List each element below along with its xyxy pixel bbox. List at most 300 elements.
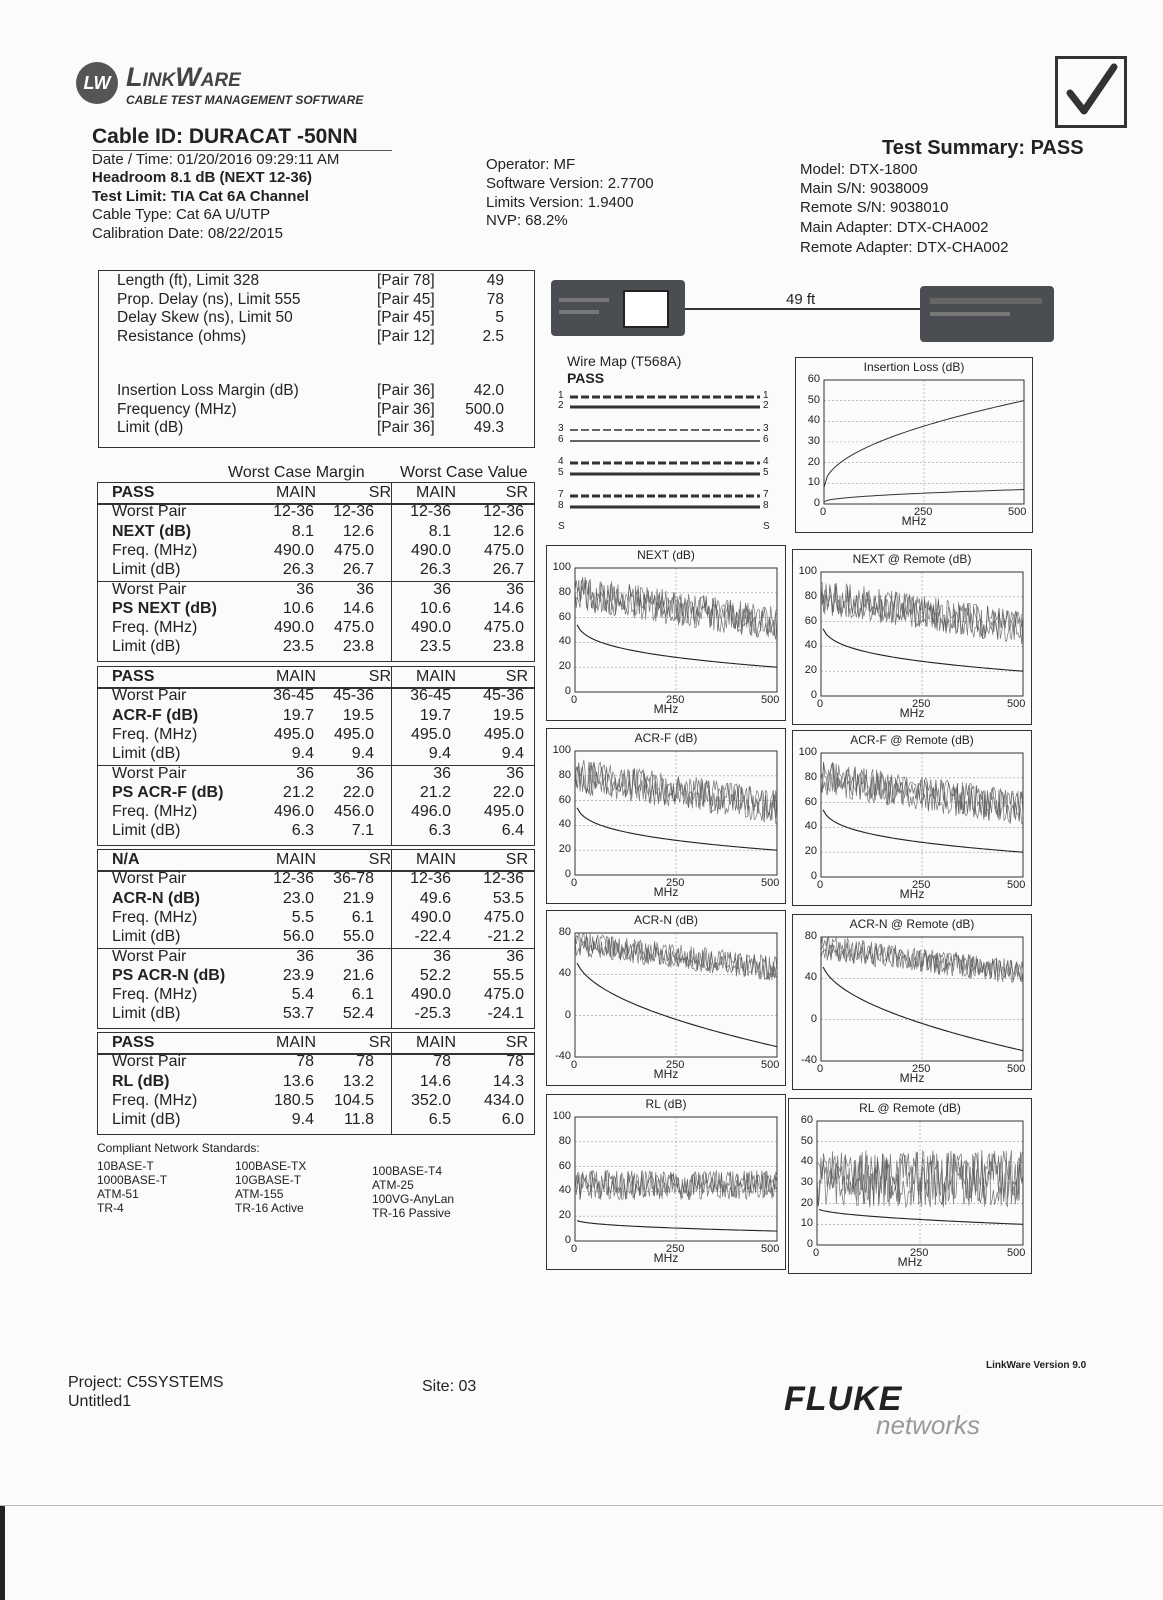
date-time: Date / Time: 01/20/2016 09:29:11 AM (92, 151, 340, 168)
table-row-label: Worst Pair (112, 870, 187, 888)
software-version: Software Version: 2.7700 (486, 175, 654, 192)
table-row-label: Freq. (MHz) (112, 725, 198, 743)
table-cell: 23.5 (282, 638, 314, 656)
wiremap-pin-left: 4 (558, 456, 564, 467)
table-row-label: ACR-F (dB) (112, 706, 199, 724)
length-row-label: Resistance (ohms) (117, 327, 247, 345)
table-cell: 19.7 (282, 706, 314, 724)
graph-5 (546, 910, 786, 1086)
table-col-header: SR (368, 851, 391, 868)
graph-ytick: 100 (552, 561, 571, 573)
table-cell: 14.6 (419, 1072, 451, 1090)
length-summary-box (98, 270, 535, 448)
table-cell: 36 (296, 764, 314, 782)
result-table (97, 482, 535, 662)
graph-xtick: 500 (1007, 1063, 1026, 1075)
table-row-label: Limit (dB) (112, 928, 181, 946)
graph-xlabel: MHz (899, 887, 925, 901)
table-cell: 22.0 (492, 783, 524, 801)
length-row-pair: [Pair 45] (377, 309, 435, 326)
table-row-label: Worst Pair (112, 947, 187, 965)
table-row-label: Worst Pair (112, 764, 187, 782)
checkmark-icon (1058, 59, 1124, 125)
table-cell: 104.5 (333, 1091, 374, 1109)
wiremap-pin-right: 4 (763, 456, 769, 467)
table-row-label: Limit (dB) (112, 638, 181, 656)
length-row-pair: [Pair 12] (377, 327, 435, 345)
table-cell: 21.2 (419, 783, 451, 801)
wiremap-title: Wire Map (T568A) (567, 353, 682, 369)
table-cell: 11.8 (344, 1111, 374, 1129)
graph-xtick: 500 (1007, 698, 1026, 710)
table-cell: 36 (433, 764, 451, 782)
graph-xtick: 500 (761, 877, 780, 889)
length-row-pair: [Pair 36] (377, 400, 435, 418)
graph-ytick: 60 (804, 795, 817, 808)
graph-ytick: 20 (558, 1209, 571, 1222)
graph-ytick: 60 (800, 1114, 813, 1126)
graph-ytick: 60 (558, 793, 571, 806)
graph-ytick: 60 (558, 1159, 571, 1172)
graph-title: NEXT (dB) (637, 548, 695, 562)
graph-ytick: 80 (804, 930, 817, 942)
graph-ytick: 40 (558, 635, 571, 648)
table-row-label: Freq. (MHz) (112, 541, 198, 559)
wiremap-pin-right: 3 (763, 423, 769, 434)
table-cell: 36 (506, 947, 524, 965)
table-col-header: MAIN (416, 668, 456, 685)
worst-case-value-header: Worst Case Value (400, 464, 528, 481)
graph-xlabel: MHz (901, 514, 927, 528)
table-row-label: PS ACR-N (dB) (112, 966, 226, 984)
graph-ytick: 10 (800, 1217, 813, 1230)
graph-ytick: 100 (552, 1110, 571, 1122)
wiremap-pin-left: 7 (558, 489, 564, 500)
graph-ytick: 0 (564, 1234, 571, 1246)
headroom: Headroom 8.1 dB (NEXT 12-36) (92, 169, 313, 186)
table-row-label: Limit (dB) (112, 561, 181, 579)
standard-item: 10BASE-T (97, 1159, 154, 1173)
graph-ytick: 40 (807, 414, 820, 427)
table-cell: 8.1 (428, 522, 451, 540)
table-cell: -22.4 (414, 928, 451, 946)
main-adapter: Main Adapter: DTX-CHA002 (800, 219, 989, 236)
length-row-label: Limit (dB) (117, 419, 184, 436)
table-cell: 6.5 (428, 1111, 451, 1129)
graph-ytick: 80 (558, 768, 571, 781)
wiremap-pin-right: 6 (763, 434, 769, 445)
table-row-label: Worst Pair (112, 1053, 187, 1071)
table-col-header: SR (505, 668, 528, 685)
remote-sn: Remote S/N: 9038010 (800, 199, 949, 216)
table-row-label: RL (dB) (112, 1072, 170, 1090)
length-row-pair: [Pair 45] (377, 290, 435, 308)
length-row-value: 49 (486, 272, 504, 289)
graph-ytick: 100 (798, 746, 817, 758)
table-cell: 490.0 (410, 541, 451, 559)
graph-xtick: 250 (666, 1059, 685, 1071)
graph-title: Insertion Loss (dB) (863, 360, 965, 374)
table-cell: 45-36 (333, 687, 374, 705)
graph-xtick: 0 (571, 877, 578, 889)
table-cell: 475.0 (483, 986, 524, 1004)
length-row-value: 78 (486, 290, 504, 308)
wiremap-pin-right: 5 (763, 467, 769, 478)
table-cell: 10.6 (282, 599, 314, 617)
wiremap-wire (570, 493, 760, 499)
graph-title: RL @ Remote (dB) (859, 1101, 961, 1115)
table-cell: 495.0 (483, 725, 524, 743)
table-col-header: MAIN (276, 851, 316, 868)
table-cell: 495.0 (410, 725, 451, 743)
table-col-header: SR (505, 1034, 528, 1051)
table-cell: 19.5 (492, 706, 524, 724)
table-cell: 6.1 (351, 908, 374, 926)
table-cell: 78 (433, 1053, 451, 1071)
graph-xtick: 500 (1007, 879, 1026, 891)
test-limit: Test Limit: TIA Cat 6A Channel (92, 188, 309, 205)
table-cell: 26.7 (492, 561, 524, 579)
graph-ytick: 80 (804, 589, 817, 602)
table-row-label: PS ACR-F (dB) (112, 783, 224, 801)
table-col-header: SR (505, 484, 528, 501)
table-row-label: Limit (dB) (112, 745, 181, 763)
graph-title: ACR-F (dB) (634, 731, 698, 745)
table-cell: 23.5 (419, 638, 451, 656)
graph-xlabel: MHz (897, 1255, 923, 1269)
wiremap-pin-right: 2 (763, 400, 769, 411)
standards-title: Compliant Network Standards: (97, 1141, 260, 1155)
graph-ytick: 0 (810, 870, 817, 882)
graph-xtick: 250 (666, 694, 685, 706)
table-cell: 14.6 (492, 599, 524, 617)
table-row-label: NEXT (dB) (112, 522, 192, 540)
wiremap-pin-left: 8 (558, 500, 564, 511)
table-col-header: MAIN (276, 668, 316, 685)
graph-title: ACR-N (dB) (633, 913, 698, 927)
wiremap-wire (570, 427, 760, 433)
table-cell: 49.6 (419, 889, 451, 907)
table-row-label: Freq. (MHz) (112, 986, 198, 1004)
standard-item: 1000BASE-T (97, 1173, 168, 1187)
table-cell: 36 (506, 580, 524, 598)
standard-item: TR-16 Passive (372, 1206, 451, 1220)
table-cell: 12-36 (273, 503, 314, 521)
table-cell: 36 (356, 764, 374, 782)
table-col-header: MAIN (276, 484, 316, 501)
table-cell: 9.4 (501, 745, 524, 763)
table-cell: 12.6 (492, 522, 524, 540)
graph-ytick: 80 (558, 1134, 571, 1147)
table-cell: 36 (296, 580, 314, 598)
table-row-label: ACR-N (dB) (112, 889, 200, 907)
graph-title: RL (dB) (645, 1097, 687, 1111)
table-cell: 36-78 (333, 870, 374, 888)
graph-xlabel: MHz (899, 706, 925, 720)
graph-xtick: 0 (571, 1059, 578, 1071)
table-cell: 36-45 (410, 687, 451, 705)
graph-ytick: 30 (807, 435, 820, 447)
result-table (97, 1032, 535, 1135)
graph-ytick: 10 (807, 476, 820, 489)
table-cell: 36 (356, 947, 374, 965)
graph-xtick: 500 (761, 1059, 780, 1071)
remote-tester-device (920, 286, 1054, 342)
wiremap-wire (570, 460, 760, 466)
graph-ytick: 40 (558, 967, 571, 980)
table-cell: 53.7 (282, 1005, 314, 1023)
length-row-pair: [Pair 78] (377, 272, 435, 289)
table-status: PASS (112, 484, 155, 501)
wiremap-pin-left: 1 (558, 390, 564, 401)
table-cell: 475.0 (483, 541, 524, 559)
graph-xtick: 500 (761, 1243, 780, 1255)
table-cell: 36 (506, 764, 524, 782)
graph-xtick: 250 (912, 1063, 931, 1075)
table-cell: 55.0 (342, 928, 374, 946)
graph-ytick: -40 (801, 1054, 817, 1066)
table-cell: 36 (356, 580, 374, 598)
result-table (97, 666, 535, 846)
table-cell: 12-36 (273, 870, 314, 888)
graph-ytick: 40 (804, 971, 817, 984)
result-table (97, 849, 535, 1029)
pass-checkmark-box (1055, 56, 1127, 128)
table-cell: 19.7 (419, 706, 451, 724)
graph-ytick: 80 (558, 926, 571, 938)
graph-title: NEXT @ Remote (dB) (852, 552, 972, 566)
limits-version: Limits Version: 1.9400 (486, 194, 634, 211)
main-sn: Main S/N: 9038009 (800, 180, 929, 197)
table-cell: 14.6 (342, 599, 374, 617)
table-cell: 26.7 (342, 561, 374, 579)
graph-ytick: 20 (558, 843, 571, 856)
worst-case-margin-header: Worst Case Margin (228, 464, 365, 481)
graph-ytick: 40 (558, 818, 571, 831)
graph-xlabel: MHz (653, 702, 679, 716)
table-cell: 12-36 (483, 870, 524, 888)
standard-item: ATM-51 (97, 1187, 139, 1201)
table-cell: 496.0 (410, 803, 451, 821)
table-col-header: MAIN (416, 484, 456, 501)
table-cell: 490.0 (410, 908, 451, 926)
table-cell: 5.5 (291, 908, 314, 926)
table-cell: 10.6 (419, 599, 451, 617)
table-row-label: PS NEXT (dB) (112, 599, 217, 617)
table-cell: -25.3 (414, 1005, 451, 1023)
graph-xlabel: MHz (653, 885, 679, 899)
graph-ytick: 0 (564, 868, 571, 880)
table-row-label: Limit (dB) (112, 822, 181, 840)
fluke-logo: FLUKE (784, 1380, 903, 1418)
graph-xtick: 0 (571, 1243, 578, 1255)
length-row-value: 42.0 (473, 382, 504, 399)
graph-xtick: 250 (914, 506, 933, 518)
wiremap-pin-right: 8 (763, 500, 769, 511)
table-cell: 6.3 (291, 822, 314, 840)
graph-xtick: 250 (666, 877, 685, 889)
table-cell: 475.0 (483, 619, 524, 637)
wiremap-pin-left: 2 (558, 400, 564, 411)
table-status: N/A (112, 851, 140, 868)
graph-xtick: 0 (817, 698, 824, 710)
table-cell: 22.0 (342, 783, 374, 801)
table-cell: 12-36 (483, 503, 524, 521)
table-cell: 434.0 (483, 1091, 524, 1109)
graph-xtick: 0 (817, 879, 824, 891)
standard-item: 100BASE-TX (235, 1159, 307, 1173)
graph-ytick: 0 (564, 1008, 571, 1021)
table-cell: 56.0 (282, 928, 314, 946)
graph-ytick: 20 (800, 1196, 813, 1209)
graph-ytick: 0 (810, 1012, 817, 1025)
graph-ytick: 50 (800, 1134, 813, 1147)
table-cell: 78 (356, 1053, 374, 1071)
table-col-header: MAIN (416, 851, 456, 868)
graph-ytick: 0 (564, 685, 571, 697)
graph-xtick: 250 (910, 1247, 929, 1259)
graph-ytick: 0 (813, 497, 820, 509)
table-cell: 9.4 (428, 745, 451, 763)
table-col-header: MAIN (276, 1034, 316, 1051)
graph-xtick: 250 (912, 879, 931, 891)
table-cell: 490.0 (273, 541, 314, 559)
graph-ytick: 30 (800, 1176, 813, 1188)
table-status: PASS (112, 668, 155, 685)
site: Site: 03 (422, 1378, 477, 1395)
graph-xlabel: MHz (653, 1067, 679, 1081)
table-cell: 26.3 (419, 561, 451, 579)
model: Model: DTX-1800 (800, 161, 918, 178)
test-summary: Test Summary: PASS (882, 137, 1084, 159)
table-row-label: Worst Pair (112, 687, 187, 705)
graph-xtick: 0 (817, 1063, 824, 1075)
linkware-logo-badge: LW (76, 62, 118, 104)
length-row-label: Delay Skew (ns), Limit 50 (117, 309, 293, 326)
table-cell: 21.9 (342, 889, 374, 907)
calibration-date: Calibration Date: 08/22/2015 (92, 225, 283, 242)
graph-ytick: 20 (558, 660, 571, 673)
table-row-label: Freq. (MHz) (112, 1091, 198, 1109)
table-status: PASS (112, 1034, 155, 1051)
wiremap-pin-left: 6 (558, 434, 564, 445)
table-row-label: Limit (dB) (112, 1111, 181, 1129)
table-cell: 52.2 (419, 966, 451, 984)
length-row-value: 5 (495, 309, 504, 326)
table-cell: 475.0 (483, 908, 524, 926)
graph-ytick: 100 (798, 565, 817, 577)
link-line (685, 308, 920, 310)
graph-7 (546, 1094, 786, 1270)
wiremap-wire (570, 471, 760, 477)
graph-xtick: 250 (912, 698, 931, 710)
graph-1 (546, 545, 786, 721)
graph-xtick: 500 (1007, 1247, 1026, 1259)
table-row-label: Worst Pair (112, 580, 187, 598)
standard-item: 10GBASE-T (235, 1173, 302, 1187)
graph-title: ACR-F @ Remote (dB) (850, 733, 974, 747)
table-cell: 23.0 (282, 889, 314, 907)
standard-item: TR-16 Active (235, 1201, 304, 1215)
wiremap-wire (570, 504, 760, 510)
table-cell: 9.4 (291, 1111, 314, 1129)
graph-xtick: 500 (761, 694, 780, 706)
graph-ytick: 20 (804, 664, 817, 677)
table-cell: 78 (296, 1053, 314, 1071)
table-cell: 495.0 (273, 725, 314, 743)
table-cell: -24.1 (487, 1005, 524, 1023)
standard-item: ATM-25 (372, 1178, 414, 1192)
table-cell: 19.5 (342, 706, 374, 724)
graph-ytick: 0 (806, 1238, 813, 1250)
linkware-version: LinkWare Version 9.0 (986, 1360, 1087, 1371)
graph-xlabel: MHz (899, 1071, 925, 1085)
table-row-label: Freq. (MHz) (112, 908, 198, 926)
graph-ytick: 40 (800, 1155, 813, 1168)
table-cell: -21.2 (487, 928, 524, 946)
graph-ytick: -40 (555, 1050, 571, 1062)
project: Project: C5SYSTEMS (68, 1374, 224, 1391)
graph-6 (792, 914, 1032, 1090)
length-row-value: 500.0 (465, 400, 504, 418)
length-row-label: Prop. Delay (ns), Limit 555 (117, 290, 301, 308)
table-cell: 180.5 (273, 1091, 314, 1109)
table-cell: 9.4 (351, 745, 374, 763)
graph-ytick: 20 (807, 455, 820, 468)
table-row-label: Freq. (MHz) (112, 803, 198, 821)
table-cell: 6.3 (428, 822, 451, 840)
table-cell: 26.3 (282, 561, 314, 579)
graph-xtick: 0 (813, 1247, 820, 1259)
table-cell: 6.4 (501, 822, 524, 840)
standard-item: ATM-155 (235, 1187, 284, 1201)
scan-edge-line (0, 1505, 1163, 1506)
graph-ytick: 40 (804, 820, 817, 833)
graph-ytick: 20 (804, 845, 817, 858)
graph-xlabel: MHz (653, 1251, 679, 1265)
table-cell: 45-36 (483, 687, 524, 705)
graph-8 (788, 1098, 1032, 1274)
table-cell: 53.5 (492, 889, 524, 907)
table-cell: 12-36 (333, 503, 374, 521)
length-row-pair: [Pair 36] (377, 419, 435, 436)
wiremap-pin-right: 1 (763, 390, 769, 401)
table-cell: 495.0 (483, 803, 524, 821)
table-cell: 352.0 (410, 1091, 451, 1109)
graph-ytick: 40 (558, 1184, 571, 1197)
graph-xtick: 500 (1008, 506, 1027, 518)
length-row-pair: [Pair 36] (377, 382, 435, 399)
graph-4 (792, 730, 1032, 906)
length-row-value: 2.5 (482, 327, 504, 345)
table-row-label: Worst Pair (112, 503, 187, 521)
graph-ytick: 80 (558, 585, 571, 598)
table-cell: 12-36 (410, 503, 451, 521)
length-row-label: Frequency (MHz) (117, 400, 237, 418)
graph-ytick: 40 (804, 639, 817, 652)
graph-ytick: 80 (804, 770, 817, 783)
table-cell: 23.8 (492, 638, 524, 656)
table-cell: 6.1 (351, 986, 374, 1004)
graph-ytick: 60 (558, 610, 571, 623)
table-cell: 490.0 (273, 619, 314, 637)
table-cell: 36-45 (273, 687, 314, 705)
remote-adapter: Remote Adapter: DTX-CHA002 (800, 239, 1009, 256)
table-cell: 21.2 (282, 783, 314, 801)
table-cell: 9.4 (291, 745, 314, 763)
graph-xtick: 0 (571, 694, 578, 706)
graph-2 (792, 549, 1032, 725)
